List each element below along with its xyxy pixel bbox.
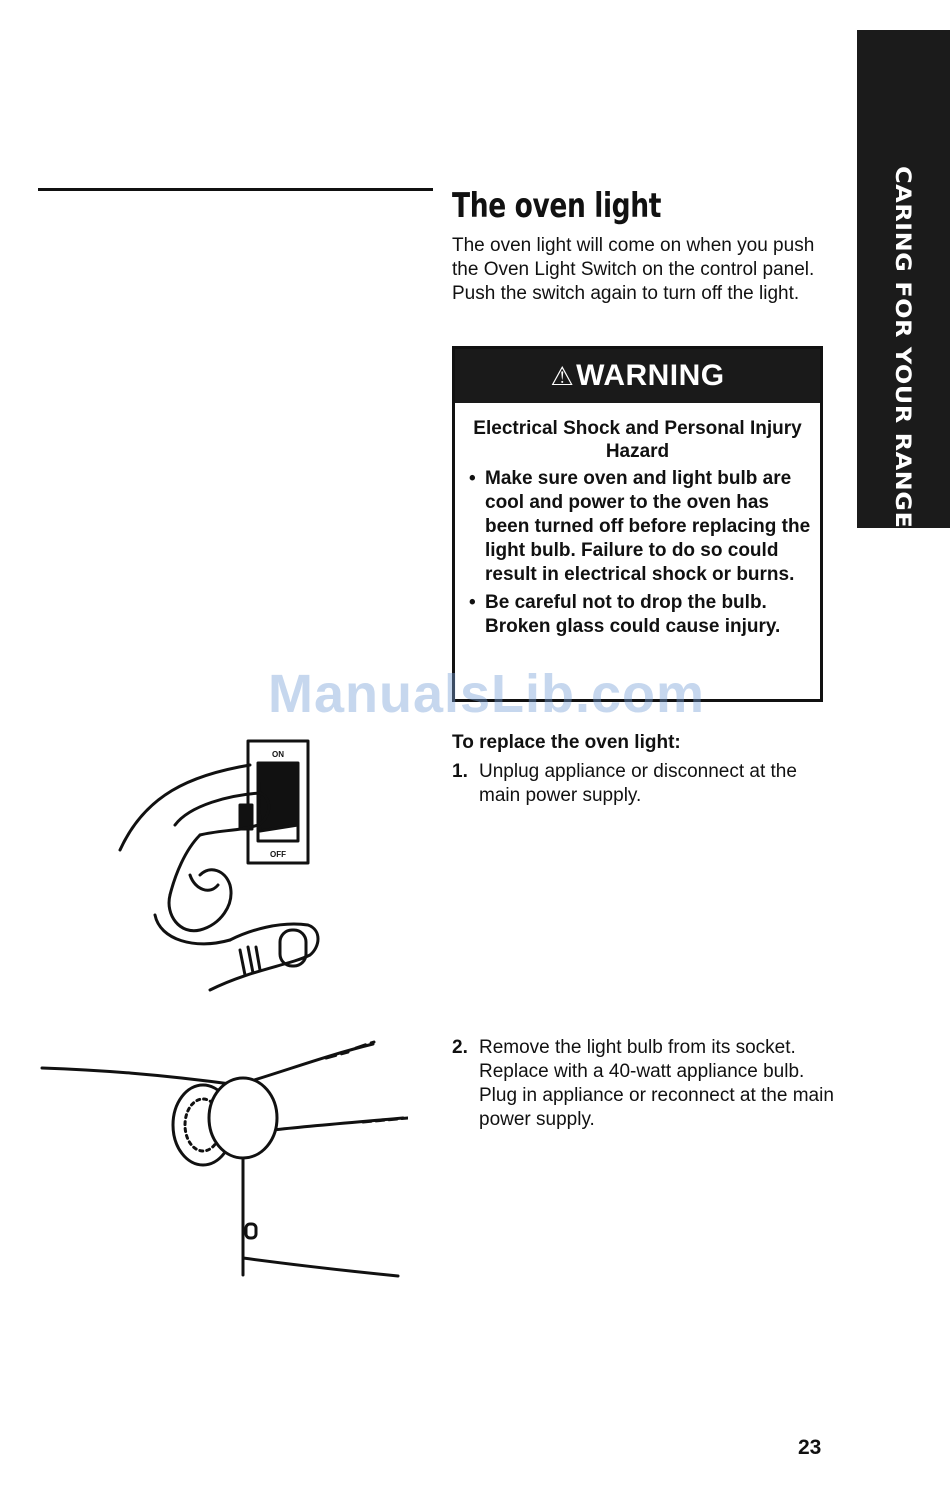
warning-item — [469, 591, 812, 639]
procedure-step — [452, 760, 812, 808]
procedure-step — [452, 1036, 842, 1132]
step-number: 1. — [452, 761, 468, 782]
bullet-icon: • — [469, 592, 476, 613]
bullet-icon: • — [469, 468, 476, 489]
warning-box — [452, 346, 823, 702]
oven-light-switch-illustration — [100, 725, 340, 1015]
horizontal-rule — [38, 188, 433, 191]
switch-off-label: OFF — [270, 850, 286, 859]
watermark: ManualsLib.com — [268, 664, 706, 724]
warning-header — [455, 349, 820, 403]
warning-triangle-icon: ⚠ — [550, 360, 575, 391]
warning-header-text: WARNING — [576, 359, 725, 392]
page-number: 23 — [798, 1436, 822, 1459]
procedure-heading: To replace the oven light: — [452, 732, 681, 753]
warning-item — [469, 467, 812, 587]
step-text: Remove the light bulb from its socket. Replace with a 40-watt appliance bulb. Plug in appliance or reconnect at the main power supply. — [479, 1037, 834, 1130]
page-title: The oven light — [452, 186, 662, 226]
warning-list — [455, 467, 820, 639]
step-number: 2. — [452, 1037, 468, 1058]
warning-item-text: Be careful not to drop the bulb. Broken glass could cause injury. — [485, 592, 781, 637]
side-tab-label: CARING FOR YOUR RANGE — [890, 165, 916, 529]
intro-paragraph: The oven light will come on when you push the Oven Light Switch on the control panel. Push the switch again to turn off the light. — [452, 235, 815, 304]
light-bulb-illustration — [38, 1030, 408, 1280]
step-text: Unplug appliance or disconnect at the main power supply. — [479, 761, 797, 806]
warning-subtitle: Electrical Shock and Personal Injury Hazard — [473, 418, 802, 462]
bulb — [209, 1078, 277, 1158]
switch-on-label: ON — [272, 750, 284, 759]
warning-item-text: Make sure oven and light bulb are cool and power to the oven has been turned off before replacing the light bulb. Failure to do so could result in electrical shock or burns. — [485, 468, 811, 585]
